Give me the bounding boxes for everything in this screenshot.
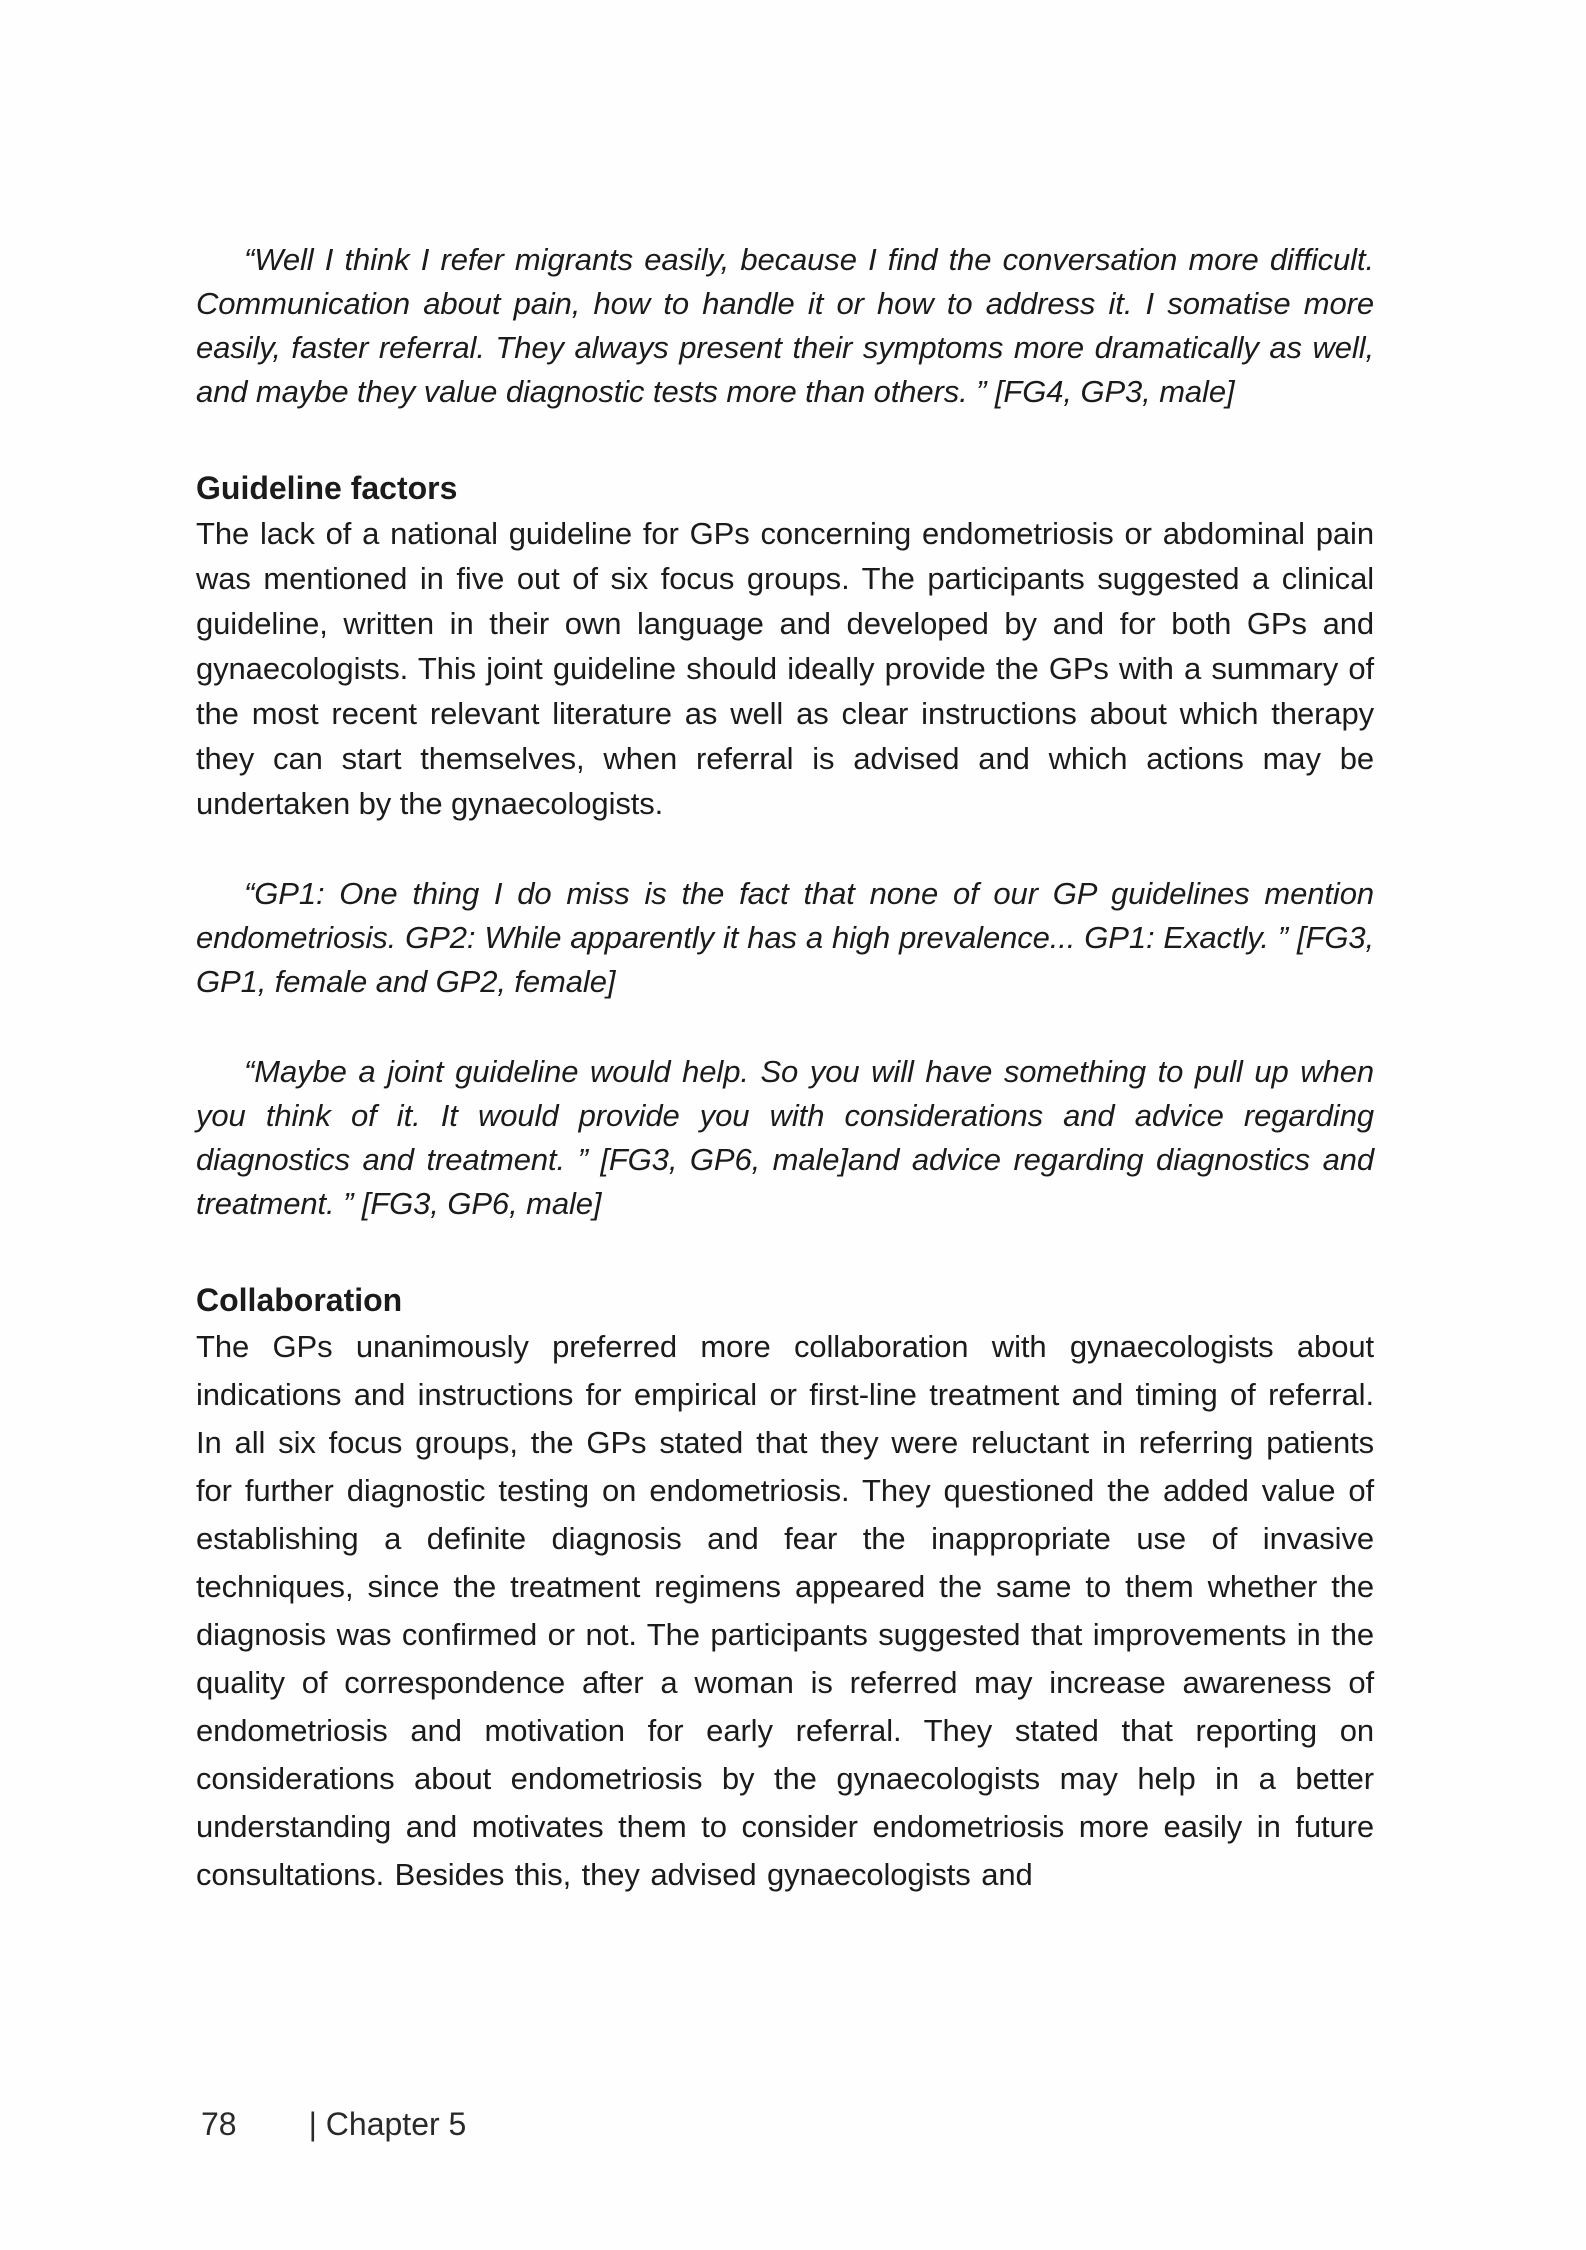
paragraph-guideline-factors: The lack of a national guideline for GPs concerning endometriosis or abdominal pain was mentioned in five out of six focus groups. The participants suggested a clinical guideline, written in their own language and developed by and for both GPs and gynaecologists. This joint guideline should ideally provide the GPs with a summary of the most recent relevant literature as well as clear instructions about which therapy they can start themselves, when referral is advised and which actions may be undertaken by the gynaecologists. (196, 516, 1374, 821)
page-footer (201, 2103, 466, 2145)
quote-joint-guideline: “Maybe a joint guideline would help. So you will have something to pull up when you think of it. It would provide you with considerations and advice regarding diagnostics and treatment. ” [FG3, GP6, male]and advice regarding diagnostics and treatment. ” [FG3, GP6, male] (196, 1054, 1374, 1221)
footer-page-number: 78 (201, 2106, 237, 2142)
footer-chapter-label: | Chapter 5 (308, 2106, 467, 2142)
paragraph-collaboration: The GPs unanimously preferred more collaboration with gynaecologists about indications and instructions for empirical or first-line treatment and timing of referral. In all six focus groups, the GPs stated that they were reluctant in referring patients for further diagnostic testing on endometriosis. They questioned the added value of establishing a definite diagnosis and fear the inappropriate use of invasive techniques, since the treatment regimens appeared the same to them whether the diagnosis was confirmed or not. The participants suggested that improvements in the quality of correspondence after a woman is referred may increase awareness of endometriosis and motivation for early referral. They stated that reporting on considerations about endometriosis by the gynaecologists may help in a better understanding and motivates them to consider endometriosis more easily in future consultations. Besides this, they advised gynaecologists and (196, 1329, 1374, 1892)
text-block (196, 238, 1374, 1899)
heading-collaboration: Collaboration (196, 1282, 403, 1318)
heading-guideline-factors: Guideline factors (196, 470, 458, 506)
quote-gp-guidelines: “GP1: One thing I do miss is the fact that none of our GP guidelines mention endometriosis. GP2: While apparently it has a high prevalence... GP1: Exactly. ” [FG3, GP1, female and GP2, female] (196, 876, 1374, 999)
quote-migrants: “Well I think I refer migrants easily, because I find the conversation more difficult. Communication about pain, how to handle it or how to address it. I somatise more easily, faster referral. They always present their symptoms more dramatically as well, and maybe they value diagnostic tests more than others. ” [FG4, GP3, male] (196, 242, 1374, 409)
